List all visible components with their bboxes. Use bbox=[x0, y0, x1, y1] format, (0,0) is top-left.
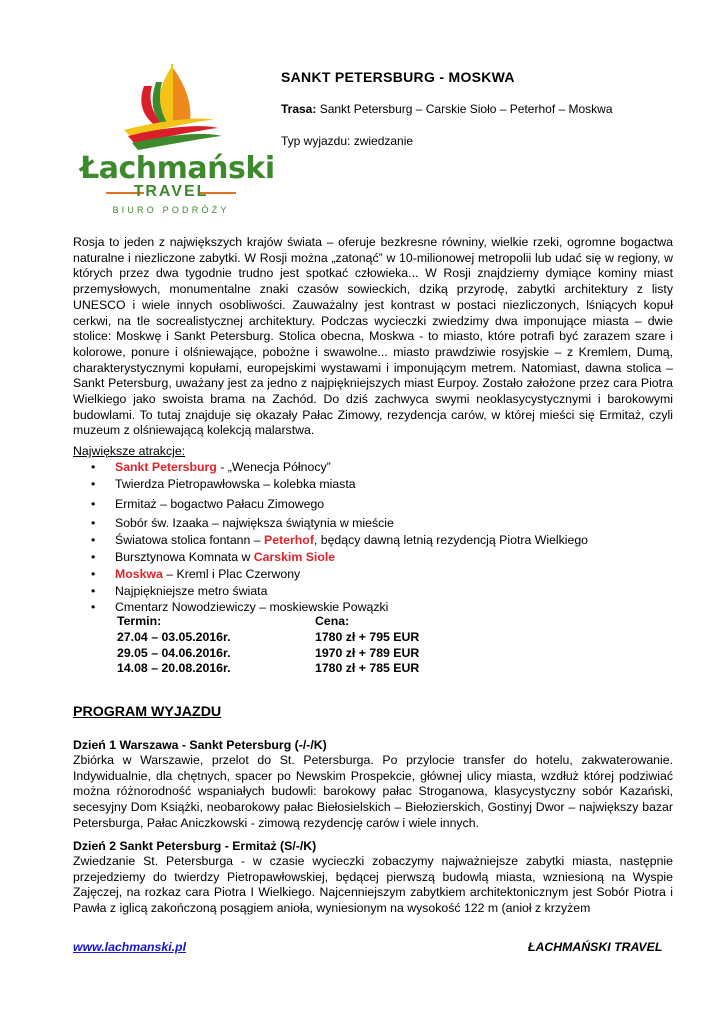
day-1-heading: Dzień 1 Warszawa - Sankt Petersburg (-/-/K) bbox=[73, 738, 327, 752]
price-column bbox=[315, 614, 419, 677]
item-text: Światowa stolica fontann – bbox=[115, 533, 265, 548]
item-text: Bursztynowa Komnata w bbox=[115, 549, 254, 564]
website-link[interactable]: www.lachmanski.pl bbox=[73, 940, 186, 954]
price-header: Cena: bbox=[315, 614, 350, 628]
term-header: Termin: bbox=[117, 614, 162, 628]
intro-paragraph: Rosja to jeden z największych krajów świata – oferuje bezkresne równiny, wielkie rzeki, ogromne bogactwa naturalne i niezliczone zabytki. W Rosji można „zatonąć” w 10-milionowej metropolii lub udać się w regiony, w których przez dwa tygodnie trudno jest spotkać człowieka... W Rosji znajdziemy dymiące kominy miast przemysłowych, monumentalne znaki czasów sowieckich, dziką przyrodę, zabytki architektury z listy UNESCO i wiele innych osobliwości. Zauważalny jest kontrast w postaci niezliczonych, lśniących kopuł cerkwi, na tle socrealistycznej architektury. Podczas wycieczki zwiedzimy dwa imponujące miasta – dwie stolice: Moskwę i Sankt Petersburg. Stolica obecna, Moskwa - to miasto, które potrafi być zarazem szare i kolorowe, ponure i olśniewające, pobożne i swawolne... miasto prawdziwie rosyjskie – z Kremlem, Dumą, charakterystycznymi kopułami, europejskimi wystawami i imponującym metrem. Natomiast, dawna stolica – Sankt Petersburg, uważany jest za jedno z najpiękniejszych miast Eurpoy. Zostało założone przez cara Piotra Wielkiego jako swoista brama na Zachód. Do dziś zachwyca swymi neoklasycystycznymi i barokowymi budowlami. To tutaj znajduje się okazały Pałac Zimowy, rezydencja carów, w której mieści się Ermitaż, czyli muzeum z olśniewającą kolekcją malarstwa. bbox=[73, 235, 673, 438]
item-text-after: – Kreml i Plac Czerwony bbox=[162, 566, 301, 581]
item-text: Sobór św. Izaaka – największa świątynia w mieście bbox=[115, 516, 394, 531]
bullet-icon: • bbox=[91, 533, 96, 548]
price-value: 1780 zł + 785 EUR bbox=[315, 661, 420, 676]
bullet-icon: • bbox=[91, 496, 96, 511]
logo-subtitle: BIURO PODRÓŻY bbox=[112, 205, 230, 215]
attractions-list bbox=[88, 459, 688, 616]
route-value: Sankt Petersburg – Carskie Sioło – Peterhof – Moskwa bbox=[316, 102, 613, 116]
logo-travel-row bbox=[72, 182, 270, 202]
list-item bbox=[88, 476, 688, 493]
list-item bbox=[88, 583, 688, 600]
item-text-after: - „Wenecja Północy” bbox=[216, 460, 331, 474]
price-value: 1780 zł + 795 EUR bbox=[315, 629, 420, 644]
trip-type: Typ wyjazdu: zwiedzanie bbox=[281, 134, 414, 148]
tour-route bbox=[281, 102, 613, 116]
attractions-heading: Największe atrakcje: bbox=[73, 444, 186, 458]
term-date: 27.04 – 03.05.2016r. bbox=[117, 629, 231, 644]
item-highlight: Carskim Siole bbox=[253, 549, 336, 564]
item-text: Cmentarz Nowodziewiczy – moskiewskie Powązki bbox=[115, 600, 389, 615]
logo-sail-orange bbox=[173, 68, 190, 122]
list-item bbox=[88, 532, 688, 549]
logo-wordmark: Łachmański bbox=[80, 151, 275, 186]
item-text-after: , będący dawną letnią rezydencją Piotra Wielkiego bbox=[313, 533, 589, 548]
bullet-icon: • bbox=[91, 583, 96, 598]
day-1-description: Zbiórka w Warszawie, przelot do St. Petersburga. Po przylocie transfer do hotelu, zakwaterowanie. Indywidualnie, dla chętnych, spacer po Newskim Prospekcie, głównej ulicy miasta, wzdłuż której podziwiać można różnorodność wspaniałych budowli: barokowy pałac Stroganowa, klasycystyczny sobór Kazański, secesyjny Dom Książki, neobarokowy pałac Biełosielskich – Biełozierskich, Gostinyj Dwor – największy bazar Petersburga, Pałac Aniczkowski - zimową rezydencję carów i wiele innych. bbox=[73, 753, 673, 830]
item-text: Najpiękniejsze metro świata bbox=[115, 583, 268, 598]
item-highlight: Peterhof bbox=[264, 533, 314, 548]
list-item bbox=[88, 549, 688, 566]
list-item bbox=[88, 459, 688, 476]
footer-brand: ŁACHMAŃSKI TRAVEL bbox=[528, 940, 663, 954]
bullet-icon: • bbox=[91, 516, 96, 531]
item-text: Twierdza Pietropawłowska – kolebka miasta bbox=[115, 476, 356, 491]
item-highlight: Moskwa bbox=[115, 566, 163, 581]
price-value: 1970 zł + 789 EUR bbox=[315, 645, 420, 660]
bullet-icon: • bbox=[91, 600, 96, 615]
company-logo bbox=[72, 56, 275, 226]
logo-travel-word: TRAVEL bbox=[133, 183, 209, 200]
day-2-description: Zwiedzanie St. Petersburga - w czasie wycieczki zobaczymy najważniejsze zabytki miasta, następnie przejedziemy do twierdzy Pietropawłowskiej, będącej pierwszą budowlą miasta, wzniesioną na Wyspie Zajęczej, na rozkaz cara Piotra I Wielkiego. Najcenniejszym zabytkiem architektonicznym jest Sobór Piotra i Pawła z iglicą zakończoną posągiem anioła, wyniesionym na wysokość 122 m (anioł z krzyżem bbox=[73, 854, 673, 916]
item-text: Ermitaż – bogactwo Pałacu Zimowego bbox=[115, 496, 325, 511]
program-title: PROGRAM WYJAZDU bbox=[73, 704, 222, 720]
item-highlight: Sankt Petersburg bbox=[115, 460, 217, 474]
tour-title: SANKT PETERSBURG - MOSKWA bbox=[281, 69, 515, 85]
list-item bbox=[88, 496, 688, 513]
bullet-icon: • bbox=[91, 549, 96, 564]
sail-boat-icon bbox=[72, 56, 270, 156]
bullet-icon: • bbox=[91, 566, 96, 581]
term-date: 14.08 – 20.08.2016r. bbox=[117, 661, 231, 676]
terms-table bbox=[117, 614, 457, 678]
day-2-heading: Dzień 2 Sankt Petersburg - Ermitaż (S/-/K) bbox=[73, 839, 317, 853]
route-label: Trasa: bbox=[281, 102, 317, 116]
term-date: 29.05 – 04.06.2016r. bbox=[117, 645, 231, 660]
bullet-icon: • bbox=[91, 460, 96, 474]
bullet-icon: • bbox=[91, 476, 96, 491]
list-item bbox=[88, 515, 688, 532]
terms-column bbox=[117, 614, 231, 677]
list-item bbox=[88, 566, 688, 583]
